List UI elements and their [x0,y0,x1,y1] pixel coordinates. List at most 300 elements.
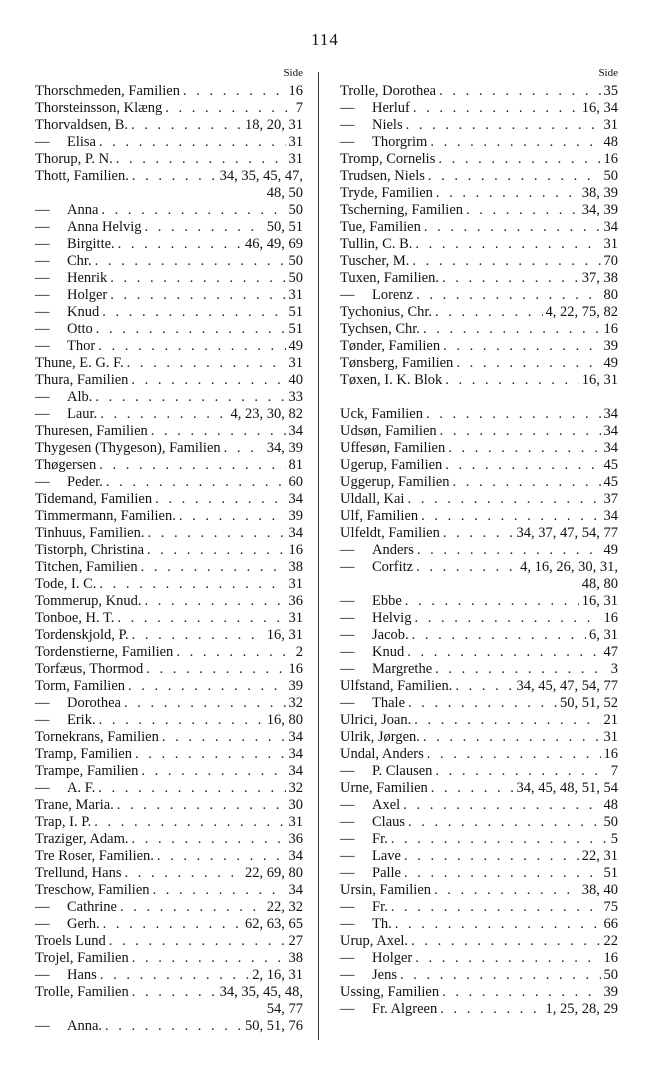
dot-leader [100,406,227,423]
entry-name: Erik. [67,712,96,728]
entry-row [35,100,303,117]
index-entry [340,236,618,253]
entry-row [35,729,303,746]
index-entry [340,525,618,542]
index-entry [35,168,303,202]
dot-leader [391,899,601,916]
entry-pages: 34, 35, 45, 47, [219,168,303,184]
dot-leader [438,151,600,168]
index-entry [340,967,618,984]
dot-leader [109,933,286,950]
entry-row [340,508,618,525]
index-entry [340,321,618,338]
entry-row [340,644,618,661]
dot-leader [408,695,557,712]
entry-pages: 81 [288,457,303,473]
entry-pages: 50 [603,168,618,184]
entry-name: Traziger, Adam. [35,831,129,847]
index-entry [340,712,618,729]
entry-name: Urne, Familien [340,780,428,796]
dot-leader [124,695,286,712]
entry-pages: 16, 34 [581,100,618,116]
entry-pages: 50 [288,202,303,218]
entry-pages: 7 [610,763,618,779]
dot-leader [404,848,579,865]
entry-name: Uggerup, Familien [340,474,450,490]
entry-row [35,865,303,882]
entry-row [35,287,303,304]
ditto-dash: — [340,100,355,116]
ditto-dash: — [35,202,50,218]
entry-name: Henrik [67,270,108,286]
dot-leader [128,678,285,695]
entry-pages-continued: 54, 77 [266,1001,303,1017]
entry-pages: 16, 31 [581,372,618,388]
entry-name: Peder. [67,474,103,490]
column-header-side: Side [598,67,618,79]
entry-pages: 48 [603,134,618,150]
right-column [340,66,618,1018]
entry-pages: 51 [288,304,303,320]
entry-pages: 33 [288,389,303,405]
dot-leader [440,423,601,440]
index-entry [35,695,303,712]
dot-leader [411,933,600,950]
dot-leader [95,253,286,270]
ditto-dash: — [340,610,355,626]
dot-leader [110,270,285,287]
entry-row [35,423,303,440]
entry-pages: 39 [288,508,303,524]
dot-leader [414,610,600,627]
dot-leader [415,236,600,253]
index-entry [35,678,303,695]
entry-name: Torm, Familien [35,678,126,694]
ditto-dash: — [340,763,355,779]
entry-row [35,593,303,610]
index-entry [340,457,618,474]
entry-name: Trap, I. P. [35,814,92,830]
entry-name: Udsøn, Familien [340,423,437,439]
index-entry [35,831,303,848]
dot-leader [435,763,607,780]
entry-name: Tryde, Familien [340,185,433,201]
entry-row [340,746,618,763]
dot-leader [110,287,285,304]
ditto-dash: — [340,593,355,609]
entry-pages: 47 [603,644,618,660]
index-entry [340,270,618,287]
ditto-dash: — [35,304,50,320]
entry-name: Tønsberg, Familien [340,355,454,371]
entry-row [340,678,618,695]
entry-pages: 31 [288,355,303,371]
entry-row [340,202,618,219]
dot-leader [127,355,286,372]
entry-row [340,559,618,576]
entry-row [35,644,303,661]
entry-pages: 36 [288,593,303,609]
entry-row [340,151,618,168]
entry-name: Tønder, Familien [340,338,441,354]
dot-leader [141,559,286,576]
entry-row [35,525,303,542]
dot-leader [445,372,578,389]
dot-leader [435,304,542,321]
entry-row [340,491,618,508]
ditto-dash: — [340,865,355,881]
dot-leader [146,661,285,678]
index-entry [35,287,303,304]
entry-name: Elisa [67,134,96,150]
dot-leader [145,593,286,610]
entry-row [35,780,303,797]
dot-leader [99,576,285,593]
entry-pages: 50, 51, 76 [245,1018,303,1034]
entry-row [340,321,618,338]
entry-name: Ursin, Familien [340,882,432,898]
index-entry [340,1001,618,1018]
entry-name: Alb. [67,389,93,405]
ditto-dash: — [340,287,355,303]
ditto-dash: — [35,406,50,422]
index-entry [340,355,618,372]
entry-row [35,236,303,253]
index-entry [35,882,303,899]
entry-pages: 62, 63, 65 [245,916,303,932]
entry-name: Ebbe [372,593,402,609]
index-entry [340,491,618,508]
entry-pages: 39 [288,678,303,694]
entry-pages: 39 [603,338,618,354]
ditto-dash: — [35,695,50,711]
entry-row [35,933,303,950]
ditto-dash: — [340,542,355,558]
dot-leader [416,559,517,576]
index-entry [35,355,303,372]
entry-row [35,831,303,848]
entry-name: Th. [372,916,392,932]
entry-pages: 34 [603,508,618,524]
dot-leader [407,644,600,661]
entry-row [35,797,303,814]
entry-pages: 31 [603,729,618,745]
entry-name: Trellund, Hans [35,865,122,881]
dot-leader [94,814,285,831]
entry-row [35,848,303,865]
entry-name: Jacob. [372,627,409,643]
entry-row [340,304,618,321]
entry-row [340,610,618,627]
entry-name: Ulfstand, Familien. [340,678,453,694]
entry-row [35,338,303,355]
index-entry [340,542,618,559]
entry-pages: 34 [288,491,303,507]
dot-leader [456,355,600,372]
entry-name: Titchen, Familien [35,559,138,575]
entry-pages-continued: 48, 50 [266,185,303,201]
dot-leader [412,253,600,270]
ditto-dash: — [340,1001,355,1017]
entry-pages: 45 [603,474,618,490]
dot-leader [431,780,514,797]
dot-leader [453,474,601,491]
index-entry [35,1018,303,1035]
entry-row [35,270,303,287]
entry-pages: 46, 49, 69 [245,236,303,252]
entry-name: Timmermann, Familien. [35,508,176,524]
entry-pages: 34 [603,423,618,439]
entry-pages: 31 [288,151,303,167]
ditto-dash: — [340,967,355,983]
index-entry [35,797,303,814]
entry-pages-continued: 48, 80 [581,576,618,592]
index-entry [35,746,303,763]
index-entry [35,423,303,440]
dot-leader [423,321,601,338]
entry-name: Fr. [372,899,388,915]
dot-leader [400,967,601,984]
index-entry [340,848,618,865]
entry-pages: 66 [603,916,618,932]
index-entry [340,372,618,389]
ditto-dash: — [340,644,355,660]
entry-row [35,967,303,984]
dot-leader [466,202,579,219]
ditto-dash: — [340,899,355,915]
entry-pages: 60 [288,474,303,490]
entry-pages: 16, 31 [581,593,618,609]
entry-pages: 32 [288,695,303,711]
dot-leader [131,372,285,389]
dot-leader [416,287,600,304]
entry-name: Anders [372,542,414,558]
index-entry [35,729,303,746]
entry-pages: 34 [603,219,618,235]
dot-leader [165,100,292,117]
ditto-dash: — [340,661,355,677]
index-entry [35,457,303,474]
entry-pages: 31 [288,576,303,592]
entry-name: Thura, Familien [35,372,129,388]
entry-name: Thor [67,338,96,354]
entry-row [340,729,618,746]
entry-row [340,270,618,287]
entry-name: Treschow, Familien [35,882,150,898]
entry-pages: 49 [603,542,618,558]
index-entry [340,899,618,916]
entry-pages: 50 [603,967,618,983]
dot-leader [176,644,292,661]
dot-leader [117,610,285,627]
entry-pages: 38 [288,559,303,575]
entry-pages: 34 [288,763,303,779]
entry-row [35,746,303,763]
entry-name: Tscherning, Familien [340,202,464,218]
dot-leader [391,831,608,848]
entry-row [340,525,618,542]
entry-name: Torfæus, Thormod [35,661,144,677]
dot-leader [421,508,600,525]
entry-row [35,151,303,168]
dot-leader [183,83,286,100]
entry-row [340,117,618,134]
entry-pages: 34, 39 [266,440,303,456]
dot-leader [151,423,286,440]
index-entry [35,814,303,831]
index-entry [340,287,618,304]
entry-name: Anna. [67,1018,103,1034]
index-entry [340,423,618,440]
ditto-dash: — [340,848,355,864]
entry-row [35,882,303,899]
right-entries [340,83,618,1018]
entry-name: Thune, E. G. F. [35,355,124,371]
entry-name: Tistorph, Christina [35,542,145,558]
ditto-dash: — [35,270,50,286]
entry-pages: 35 [603,83,618,99]
dot-leader [132,984,217,1001]
dot-leader [404,865,601,882]
dot-leader [442,984,600,1001]
index-entry [340,763,618,780]
index-entry [35,950,303,967]
entry-name: Uck, Familien [340,406,423,422]
entry-pages: 34, 45, 48, 51, 54 [516,780,618,796]
entry-name: Thorgrim [372,134,428,150]
dot-leader [445,457,600,474]
index-entry [35,491,303,508]
entry-name: Knud [67,304,100,320]
index-entry [340,100,618,117]
ditto-dash: — [340,950,355,966]
entry-pages: 22, 69, 80 [245,865,303,881]
entry-name: Ulf, Familien [340,508,419,524]
entry-row [340,780,618,797]
entry-pages: 49 [288,338,303,354]
ditto-dash: — [35,287,50,303]
dot-leader [434,882,579,899]
entry-pages: 16 [603,746,618,762]
dot-leader [147,542,285,559]
entry-pages: 22, 31 [581,848,618,864]
entry-pages: 7 [295,100,303,116]
entry-name: Margrethe [372,661,433,677]
entry-name: Dorothea [67,695,121,711]
entry-pages: 37, 38 [581,270,618,286]
ditto-dash: — [35,712,50,728]
dot-leader [132,831,286,848]
entry-row [35,814,303,831]
index-entry [340,746,618,763]
ditto-dash: — [35,389,50,405]
entry-row [35,457,303,474]
index-entry [35,627,303,644]
entry-name: Gerh. [67,916,100,932]
entry-pages: 37 [603,491,618,507]
ditto-dash: — [340,695,355,711]
index-entry [340,950,618,967]
index-entry [35,389,303,406]
entry-name: Tromp, Cornelis [340,151,436,167]
dot-leader [157,848,286,865]
entry-pages: 31 [603,236,618,252]
entry-row [35,474,303,491]
index-entry [340,610,618,627]
index-entry [340,83,618,100]
dot-leader [179,508,286,525]
dot-leader [436,185,579,202]
index-entry [35,508,303,525]
entry-name: Trolle, Dorothea [340,83,437,99]
index-entry [35,321,303,338]
entry-name: Lave [372,848,401,864]
ditto-dash: — [35,236,50,252]
entry-row [340,865,618,882]
entry-pages: 50 [603,814,618,830]
entry-row [340,950,618,967]
entry-pages: 31 [288,134,303,150]
entry-name: Fr. [372,831,388,847]
entry-name: Tullin, C. B. [340,236,413,252]
entry-pages: 70 [603,253,618,269]
entry-pages: 4, 23, 30, 82 [230,406,303,422]
entry-name: Helvig [372,610,412,626]
index-entry [35,406,303,423]
entry-pages: 38, 40 [581,882,618,898]
dot-leader [132,950,286,967]
index-entry [35,270,303,287]
entry-row [340,695,618,712]
entry-name: Axel [372,797,401,813]
entry-pages: 2, 16, 31 [252,967,303,983]
entry-name: Lorenz [372,287,414,303]
index-entry [35,967,303,984]
entry-pages: 31 [288,287,303,303]
entry-pages: 34 [288,525,303,541]
entry-pages: 36 [288,831,303,847]
entry-row [35,491,303,508]
index-entry [35,780,303,797]
entry-name: Tordenstierne, Familien [35,644,174,660]
entry-name: Thygesen (Thygeson), Familien [35,440,221,456]
entry-row [340,1001,618,1018]
entry-name: Tommerup, Knud. [35,593,142,609]
entry-row [340,848,618,865]
ditto-dash: — [35,321,50,337]
index-entry [340,474,618,491]
entry-row [340,287,618,304]
dot-leader [100,967,249,984]
entry-row [35,508,303,525]
entry-row [340,338,618,355]
entry-name: Trudsen, Niels [340,168,425,184]
entry-row [35,916,303,933]
index-entry [35,763,303,780]
entry-row [35,304,303,321]
entry-row [35,984,303,1001]
index-entry [35,984,303,1018]
index-entry [340,865,618,882]
entry-pages: 51 [288,321,303,337]
entry-name: Trolle, Familien [35,984,129,1000]
dot-leader [427,746,601,763]
index-entry [35,134,303,151]
entry-name: Undal, Anders [340,746,424,762]
index-entry [35,474,303,491]
dot-leader [412,627,586,644]
entry-name: Cathrine [67,899,117,915]
